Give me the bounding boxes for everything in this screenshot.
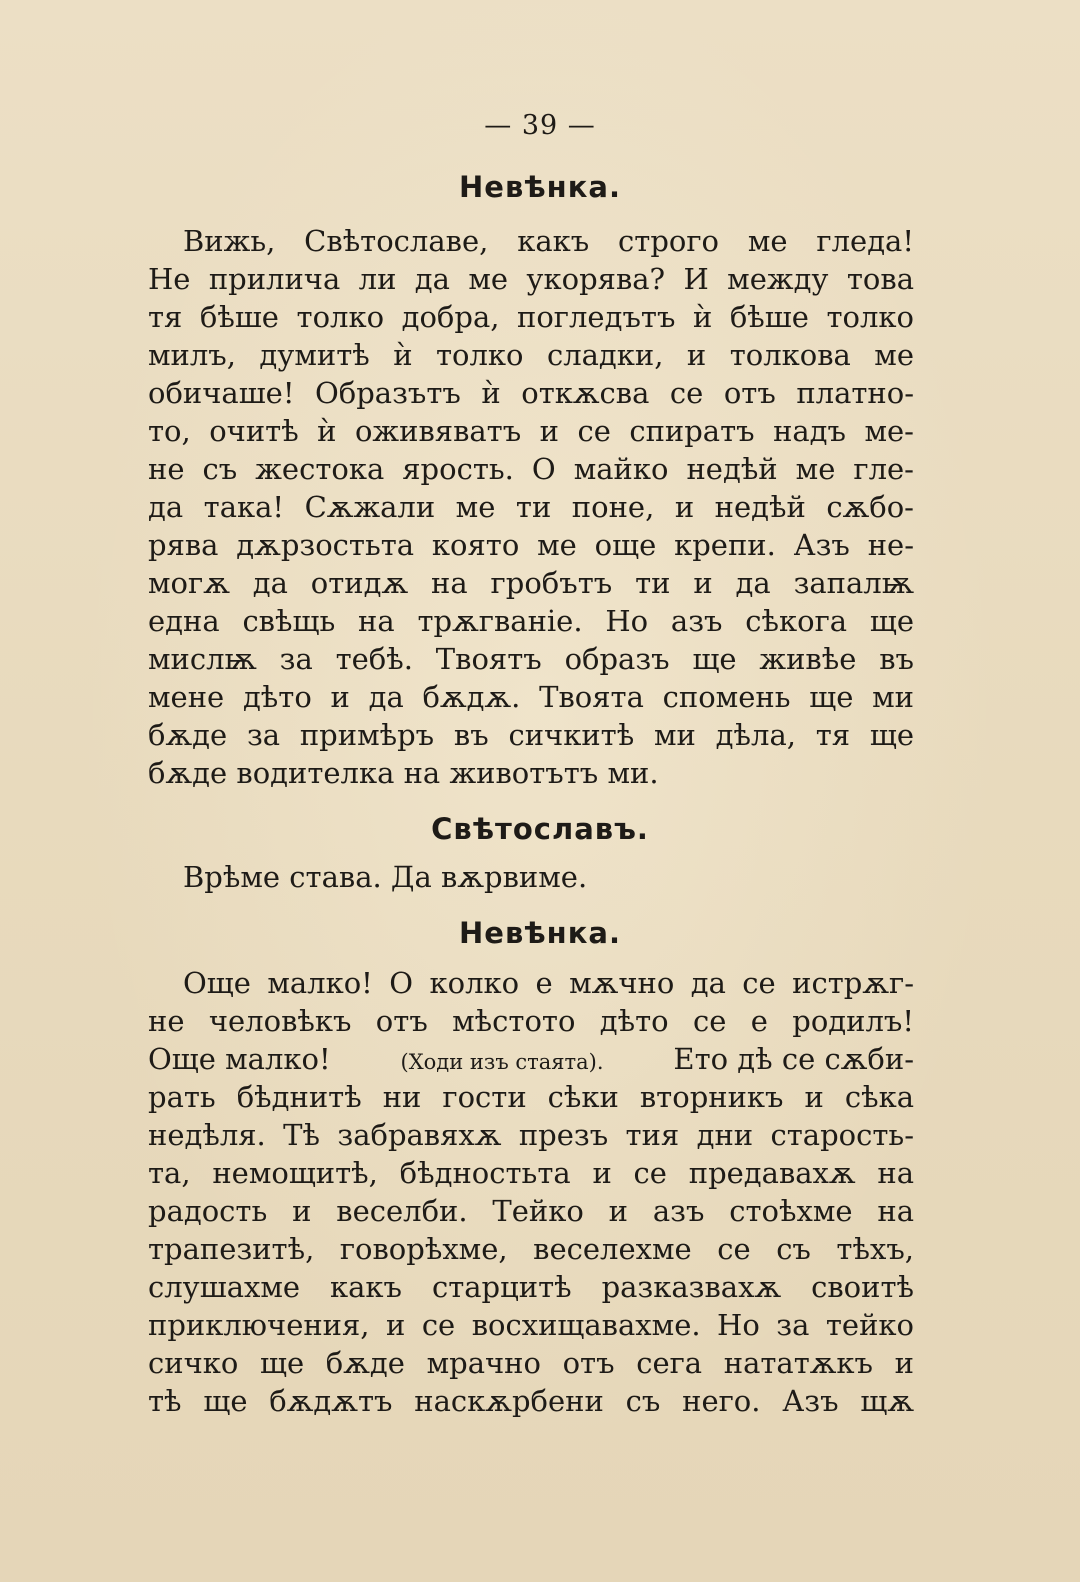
text-line: обичаше! Образътъ ѝ откѫсва се отъ платно- <box>148 376 914 410</box>
text-line: бѫде за примѣръ въ сичкитѣ ми дѣла, тя ще <box>148 718 914 752</box>
text-line: не человѣкъ отъ мѣстото дѣто се е родилъ! <box>148 1004 914 1038</box>
text-line: Вижь, Свѣтославе, какъ строго ме гледа! <box>183 224 914 258</box>
text-line: мислѭ за тебѣ. Твоятъ образъ ще живѣе въ <box>148 642 914 676</box>
text-line: Не прилича ли да ме укорява? И между това <box>148 262 914 296</box>
text-line: не съ жестока ярость. О майко недѣй ме гле- <box>148 452 914 486</box>
text-line: рать бѣднитѣ ни гости сѣки вторникъ и сѣка <box>148 1080 914 1114</box>
text-line-with-stage <box>148 1040 914 1081</box>
text-line: слушахме какъ старцитѣ разказвахѫ своитѣ <box>148 1270 914 1304</box>
text-line: да така! Сѫжали ме ти поне, и недѣй сѫбо- <box>148 490 914 524</box>
text-line: могѫ да отидѫ на гробътъ ти и да запалѭ <box>148 566 914 600</box>
text-line: недѣля. Тѣ забравяхѫ презъ тия дни старость- <box>148 1118 914 1152</box>
text-line: приключения, и се восхищавахме. Но за тейко <box>148 1308 914 1342</box>
text-line: бѫде водителка на животътъ ми. <box>148 756 659 790</box>
text-line: милъ, думитѣ ѝ толко сладки, и толкова ме <box>148 338 914 372</box>
page-number: — 39 — <box>484 110 596 141</box>
stage-direction: (Ходи изъ стаята). <box>400 1050 604 1074</box>
speaker-name: Свѣтославъ. <box>431 812 649 846</box>
text-line: Врѣме става. Да вѫрвиме. <box>183 860 588 894</box>
text-line: трапезитѣ, говорѣхме, веселехме се съ тѣхъ, <box>148 1232 914 1266</box>
text-line: радость и веселби. Тейко и азъ стоѣхме на <box>148 1194 914 1228</box>
text-line: мене дѣто и да бѫдѫ. Твоята спомень ще ми <box>148 680 914 714</box>
text-line: една свѣщь на трѫгваніе. Но азъ сѣкога ще <box>148 604 914 638</box>
text-line: тя бѣше толко добра, погледътъ ѝ бѣше толко <box>148 300 914 334</box>
text-line: та, немощитѣ, бѣдностьта и се предавахѫ на <box>148 1156 914 1190</box>
text-fragment: Още малко! <box>148 1042 331 1076</box>
text-line: рява дѫрзостьта която ме още крепи. Азъ не- <box>148 528 914 562</box>
text-line: сичко ще бѫде мрачно отъ сега нататѫкъ и <box>148 1346 914 1380</box>
text-line: тѣ ще бѫдѫтъ наскѫрбени съ него. Азъ щѫ <box>148 1384 914 1418</box>
text-line: то, очитѣ ѝ оживяватъ и се спиратъ надъ ме- <box>148 414 914 448</box>
text-fragment: Ето дѣ се сѫби- <box>673 1042 914 1076</box>
speaker-name: Невѣнка. <box>459 916 621 950</box>
speaker-name: Невѣнка. <box>459 170 621 204</box>
text-line: Още малко! О колко е мѫчно да се истрѫг- <box>183 966 914 1000</box>
